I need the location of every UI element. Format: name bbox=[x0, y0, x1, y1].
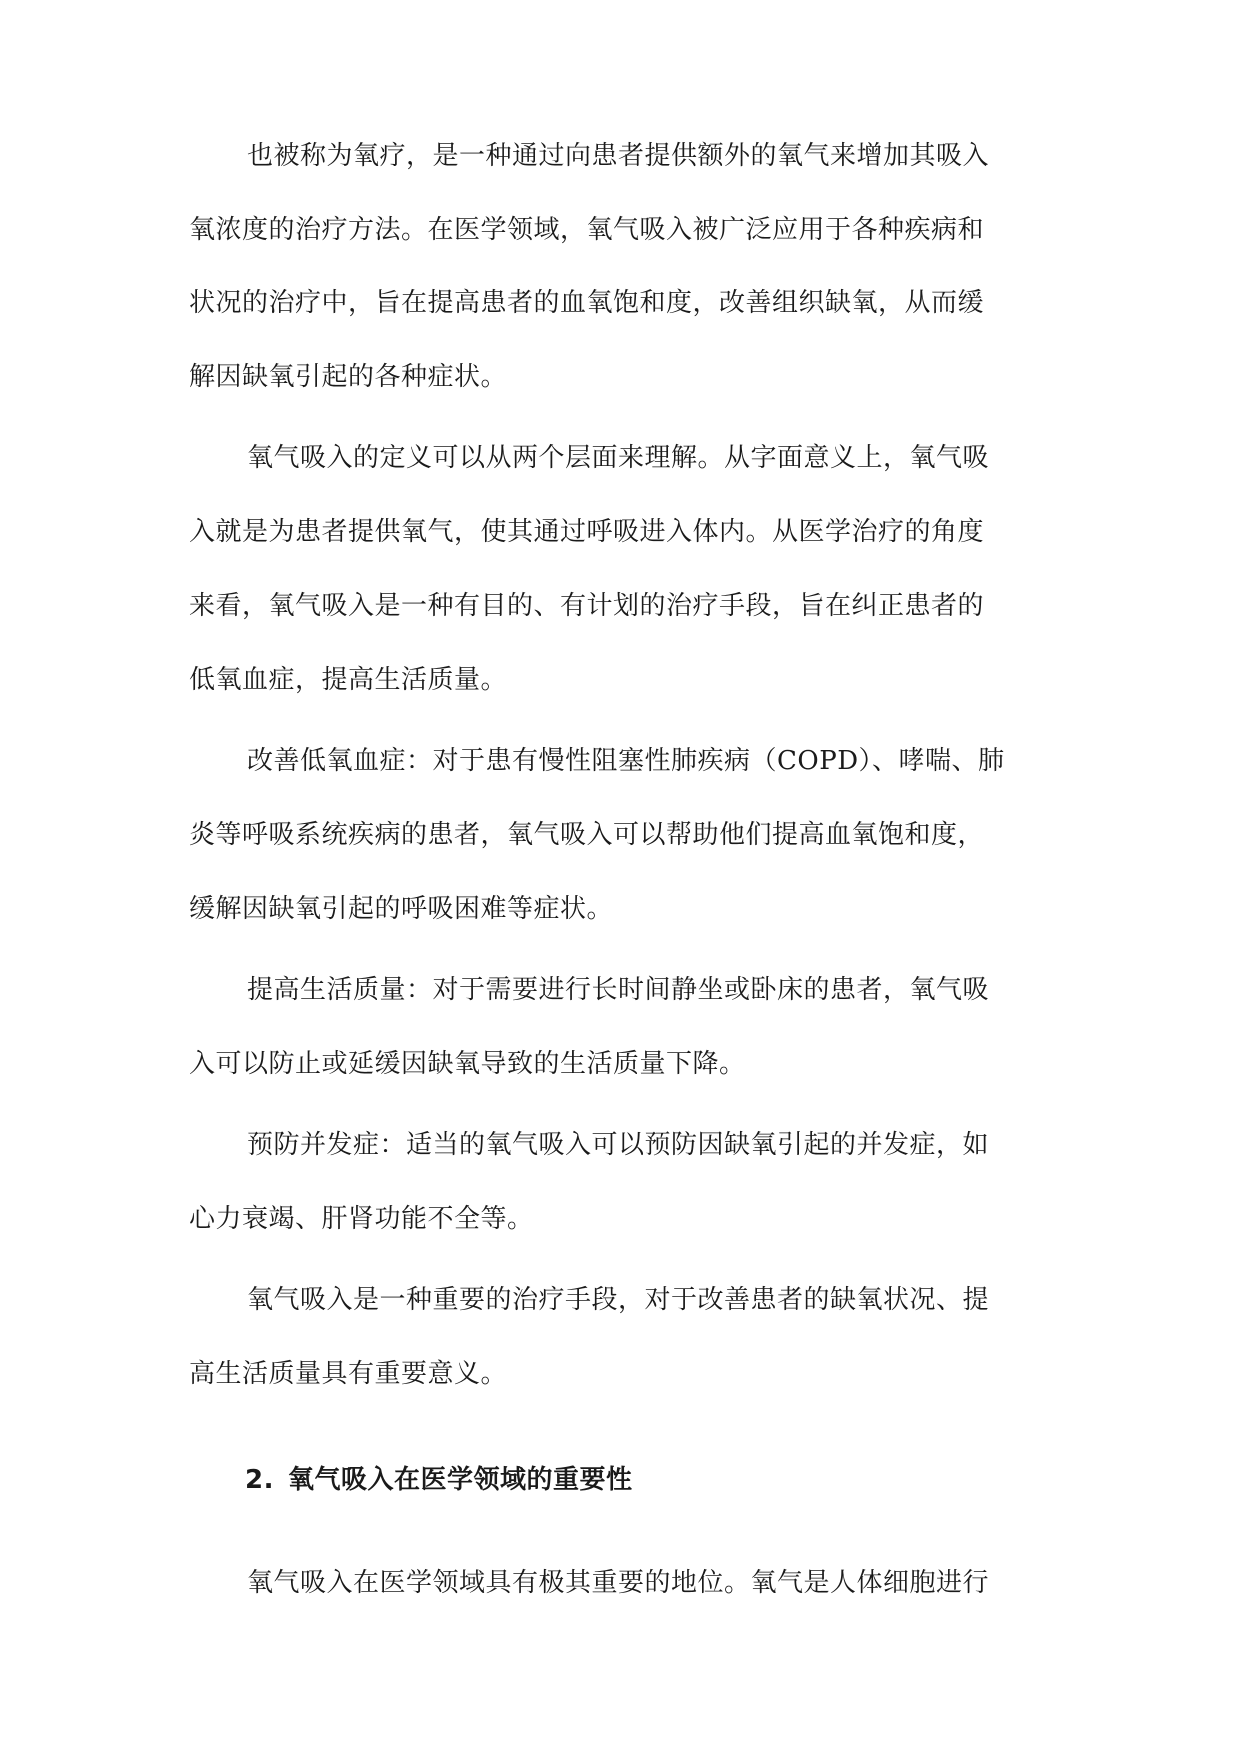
line-text: 低氧血症，提高生活质量。 bbox=[189, 665, 508, 695]
line-text: 预防并发症：适当的氧气吸入可以预防因缺氧引起的并发症，如 bbox=[247, 1130, 990, 1160]
paragraph-line bbox=[0, 1044, 1241, 1084]
heading-number: 2. bbox=[245, 1465, 274, 1495]
paragraph-line bbox=[0, 1563, 1241, 1603]
line-text: 氧气吸入的定义可以从两个层面来理解。从字面意义上，氧气吸 bbox=[247, 443, 990, 473]
paragraph-line bbox=[0, 512, 1241, 552]
paragraph-line bbox=[0, 283, 1241, 323]
line-text: 入就是为患者提供氧气，使其通过呼吸进入体内。从医学治疗的角度 bbox=[189, 517, 985, 547]
line-text: 也被称为氧疗，是一种通过向患者提供额外的氧气来增加其吸入 bbox=[247, 141, 990, 171]
paragraph-line bbox=[0, 210, 1241, 250]
line-text: 提高生活质量：对于需要进行长时间静坐或卧床的患者，氧气吸 bbox=[247, 975, 990, 1005]
line-text: 心力衰竭、肝肾功能不全等。 bbox=[189, 1204, 534, 1234]
line-text: 改善低氧血症：对于患有慢性阻塞性肺疾病（COPD）、哮喘、肺 bbox=[247, 746, 1005, 776]
line-text: 入可以防止或延缓因缺氧导致的生活质量下降。 bbox=[189, 1049, 746, 1079]
paragraph-line bbox=[0, 660, 1241, 700]
paragraph-line bbox=[0, 970, 1241, 1010]
paragraph-line bbox=[0, 741, 1241, 781]
paragraph-line bbox=[0, 815, 1241, 855]
line-text: 氧气吸入是一种重要的治疗手段，对于改善患者的缺氧状况、提 bbox=[247, 1285, 990, 1315]
line-text: 氧浓度的治疗方法。在医学领域，氧气吸入被广泛应用于各种疾病和 bbox=[189, 215, 985, 245]
paragraph-line bbox=[0, 357, 1241, 397]
line-text: 状况的治疗中，旨在提高患者的血氧饱和度，改善组织缺氧，从而缓 bbox=[189, 288, 985, 318]
section-heading bbox=[0, 1460, 1241, 1500]
paragraph-line bbox=[0, 1354, 1241, 1394]
paragraph-line bbox=[0, 586, 1241, 626]
paragraph-line bbox=[0, 889, 1241, 929]
paragraph-line bbox=[0, 1280, 1241, 1320]
paragraph-line bbox=[0, 136, 1241, 176]
line-text: 高生活质量具有重要意义。 bbox=[189, 1359, 508, 1389]
paragraph-line bbox=[0, 1199, 1241, 1239]
line-text: 来看，氧气吸入是一种有目的、有计划的治疗手段，旨在纠正患者的 bbox=[189, 591, 985, 621]
line-text: 解因缺氧引起的各种症状。 bbox=[189, 362, 508, 392]
line-text: 缓解因缺氧引起的呼吸困难等症状。 bbox=[189, 894, 614, 924]
heading-text bbox=[245, 1460, 632, 1500]
paragraph-line bbox=[0, 438, 1241, 478]
heading-title: 氧气吸入在医学领域的重要性 bbox=[287, 1465, 633, 1495]
paragraph-line bbox=[0, 1125, 1241, 1165]
line-text: 炎等呼吸系统疾病的患者，氧气吸入可以帮助他们提高血氧饱和度， bbox=[189, 820, 985, 850]
line-text: 氧气吸入在医学领域具有极其重要的地位。氧气是人体细胞进行 bbox=[247, 1568, 990, 1598]
